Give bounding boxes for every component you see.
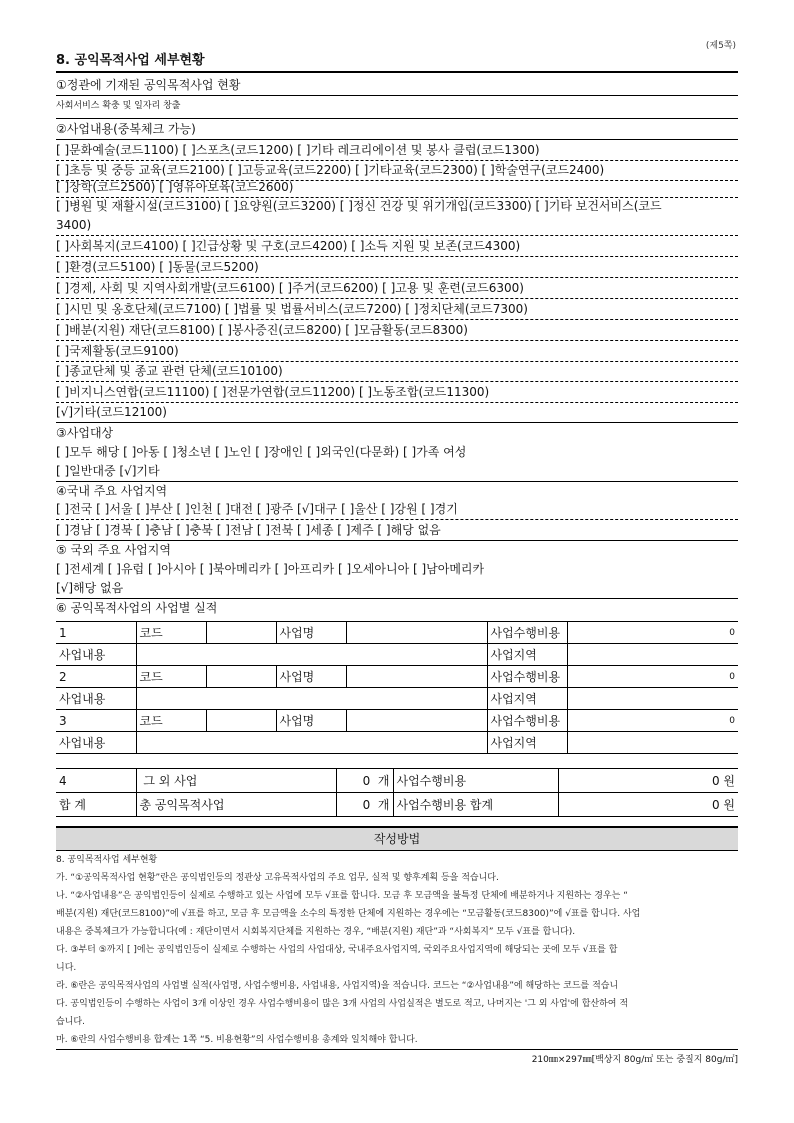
row-no: 3 [56, 710, 136, 732]
guide-line: 라. ⑥란은 공익목적사업의 사업별 실적(사업명, 사업수행비용, 사업내용, 사업지역)을 적습니다. 코드는 “②사업내용”에 해당하는 코드를 적습니 [56, 981, 619, 991]
region-label: 사업지역 [487, 688, 567, 710]
region-label: 사업지역 [487, 644, 567, 666]
table-row [56, 688, 738, 710]
s2-line-13: [√]기타(코드12100) [56, 403, 738, 423]
s4-line-1: [ ]전국 [ ]서울 [ ]부산 [ ]인천 [ ]대전 [ ]광주 [√]대구 [ ]울산 [ ]강원 [ ]경기 [56, 500, 738, 520]
code-label: 코드 [136, 666, 206, 688]
total-no: 합 계 [56, 793, 136, 817]
s3-heading: ③사업대상 [56, 426, 114, 440]
s3-line-1: [ ]모두 해당 [ ]아동 [ ]청소년 [ ]노인 [ ]장애인 [ ]외국인(다문화) [ ]가족 여성 [56, 445, 467, 459]
s2-line-10: [ ]국제활동(코드9100) [56, 342, 738, 362]
cost-label: 사업수행비용 [487, 710, 567, 732]
code-cell[interactable] [206, 710, 276, 732]
region-label: 사업지역 [487, 732, 567, 754]
s5-heading: ⑤ 국외 주요 사업지역 [56, 543, 171, 557]
cost-label: 사업수행비용 [487, 666, 567, 688]
guide-line: 니다. [56, 963, 77, 973]
paper-spec: 210㎜×297㎜[백상지 80g/㎡ 또는 중질지 80g/㎡] [56, 1049, 738, 1065]
s2-line-1: [ ]문화예술(코드1100) [ ]스포츠(코드1200) [ ]기타 레크리에이션 및 봉사 클럽(코드1300) [56, 141, 738, 161]
region-cell[interactable] [567, 644, 738, 666]
guide-heading: 작성방법 [56, 826, 738, 851]
cost-value[interactable]: 0 [567, 666, 738, 688]
table-row [56, 710, 738, 732]
s2-line-8: [ ]시민 및 옹호단체(코드7100) [ ]법률 및 법률서비스(코드7200) [ ]정치단체(코드7300) [56, 300, 738, 320]
total-count[interactable]: 0 개 [336, 793, 393, 817]
content-label: 사업내용 [56, 732, 136, 754]
code-label: 코드 [136, 622, 206, 644]
cost-value[interactable]: 0 [567, 622, 738, 644]
performance-table [56, 621, 738, 754]
code-cell[interactable] [206, 666, 276, 688]
s2-line-4-cont: 3400) [56, 216, 738, 236]
row-no: 2 [56, 666, 136, 688]
s6-heading: ⑥ 공익목적사업의 사업별 실적 [56, 601, 218, 615]
cost-label: 사업수행비용 [487, 622, 567, 644]
code-label: 코드 [136, 710, 206, 732]
other-cost-label: 사업수행비용 [393, 769, 558, 793]
content-cell[interactable] [136, 688, 487, 710]
table-row [56, 644, 738, 666]
total-cost-label: 사업수행비용 합계 [393, 793, 558, 817]
name-cell[interactable] [346, 622, 487, 644]
other-count[interactable]: 0 개 [336, 769, 393, 793]
name-cell[interactable] [346, 710, 487, 732]
s3-line-2: [ ]일반대중 [√]기타 [56, 462, 738, 482]
guide-line: 배분(지원) 재단(코드8100)”에 √표를 하고, 모금 후 모금액을 소수의 특정한 단체에 지원하는 경우에는 “모금활동(코드8300)”에 √표를 합니다. 사업 [56, 909, 641, 919]
s1-content: 사회서비스 확충 및 일자리 창출 [56, 96, 738, 119]
summary-table [56, 768, 738, 817]
cost-value[interactable]: 0 [567, 710, 738, 732]
s2-line-2: [ ]초등 및 중등 교육(코드2100) [ ]고등교육(코드2200) [ ]기타교육(코드2300) [ ]학술연구(코드2400) [56, 161, 738, 181]
code-cell[interactable] [206, 622, 276, 644]
s2-line-6: [ ]환경(코드5100) [ ]동물(코드5200) [56, 258, 738, 278]
s4-heading: ④국내 주요 사업지역 [56, 484, 168, 498]
table-row [56, 793, 738, 817]
s5-line-2: [√]해당 없음 [56, 579, 738, 599]
s2-line-4: [ ]병원 및 재활시설(코드3100) [ ]요양원(코드3200) [ ]정신 건강 및 위기개입(코드3300) [ ]기타 보건서비스(코드 [56, 199, 662, 213]
total-label: 총 공익목적사업 [136, 793, 336, 817]
guide-line: 가. “①공익목적사업 현황”란은 공익법인등의 정관상 고유목적사업의 주요 업무, 실적 및 향후계획 등을 적습니다. [56, 873, 499, 883]
table-row [56, 769, 738, 793]
total-cost[interactable]: 0 원 [558, 793, 738, 817]
s2-line-5: [ ]사회복지(코드4100) [ ]긴급상황 및 구호(코드4200) [ ]소득 지원 및 보존(코드4300) [56, 237, 738, 257]
content-cell[interactable] [136, 644, 487, 666]
s5-line-1: [ ]전세계 [ ]유럽 [ ]아시아 [ ]북아메리카 [ ]아프리카 [ ]오세아니아 [ ]남아메리카 [56, 562, 485, 576]
name-label: 사업명 [276, 666, 346, 688]
s2-line-9: [ ]배분(지원) 재단(코드8100) [ ]봉사증진(코드8200) [ ]모금활동(코드8300) [56, 321, 738, 341]
table-row [56, 666, 738, 688]
table-row [56, 732, 738, 754]
guide-line: 마. ⑥란의 사업수행비용 합계는 1쪽 “5. 비용현황”의 사업수행비용 총계와 일치해야 합니다. [56, 1035, 418, 1045]
guide-line: 습니다. [56, 1017, 85, 1027]
other-no: 4 [56, 769, 136, 793]
page-number: (제5쪽) [705, 41, 736, 51]
name-cell[interactable] [346, 666, 487, 688]
s1-heading: ①정관에 기재된 공익목적사업 현황 [56, 76, 738, 96]
content-label: 사업내용 [56, 644, 136, 666]
guide-line: 다. 공익법인등이 수행하는 사업이 3개 이상인 경우 사업수행비용이 많은 3개 사업의 사업실적은 별도로 적고, 나머지는 '그 외 사업'에 합산하여 적 [56, 999, 629, 1009]
s2-line-7: [ ]경제, 사회 및 지역사회개발(코드6100) [ ]주거(코드6200) [ ]고용 및 훈련(코드6300) [56, 279, 738, 299]
region-cell[interactable] [567, 732, 738, 754]
region-cell[interactable] [567, 688, 738, 710]
other-label: 그 외 사업 [136, 769, 336, 793]
guide-line: 8. 공익목적사업 세부현황 [56, 855, 158, 865]
row-no: 1 [56, 622, 136, 644]
guide-line: 다. ③부터 ⑤까지 [ ]에는 공익법인등이 실제로 수행하는 사업의 사업대상, 국내주요사업지역, 국외주요사업지역에 해당되는 곳에 모두 √표를 합 [56, 945, 618, 955]
content-label: 사업내용 [56, 688, 136, 710]
s2-line-12: [ ]비지니스연합(코드11100) [ ]전문가연합(코드11200) [ ]노동조합(코드11300) [56, 383, 738, 403]
name-label: 사업명 [276, 710, 346, 732]
content-cell[interactable] [136, 732, 487, 754]
s2-heading: ②사업내용(중복체크 가능) [56, 120, 738, 140]
name-label: 사업명 [276, 622, 346, 644]
guide-line: 나. “②사업내용”은 공익법인등이 실제로 수행하고 있는 사업에 모두 √표를 합니다. 모금 후 모금액을 불특정 단체에 배분하거나 지원하는 경우는 “ [56, 891, 628, 901]
s2-line-11: [ ]종교단체 및 종교 관련 단체(코드10100) [56, 362, 738, 382]
table-row [56, 622, 738, 644]
s4-line-2: [ ]경남 [ ]경북 [ ]충남 [ ]충북 [ ]전남 [ ]전북 [ ]세종 [ ]제주 [ ]해당 없음 [56, 521, 738, 541]
guide-line: 내용은 중복체크가 가능합니다(예 : 재단이면서 시회복지단체를 지원하는 경우, “배분(지원) 재단”과 “사회복지” 모두 √표를 합니다). [56, 927, 576, 937]
section-title: 8. 공익목적사업 세부현황 [56, 52, 738, 73]
other-cost[interactable]: 0 원 [558, 769, 738, 793]
s2-line-3: [ ]장학(코드2500) [ ]영유아보육(코드2600) [56, 178, 738, 198]
